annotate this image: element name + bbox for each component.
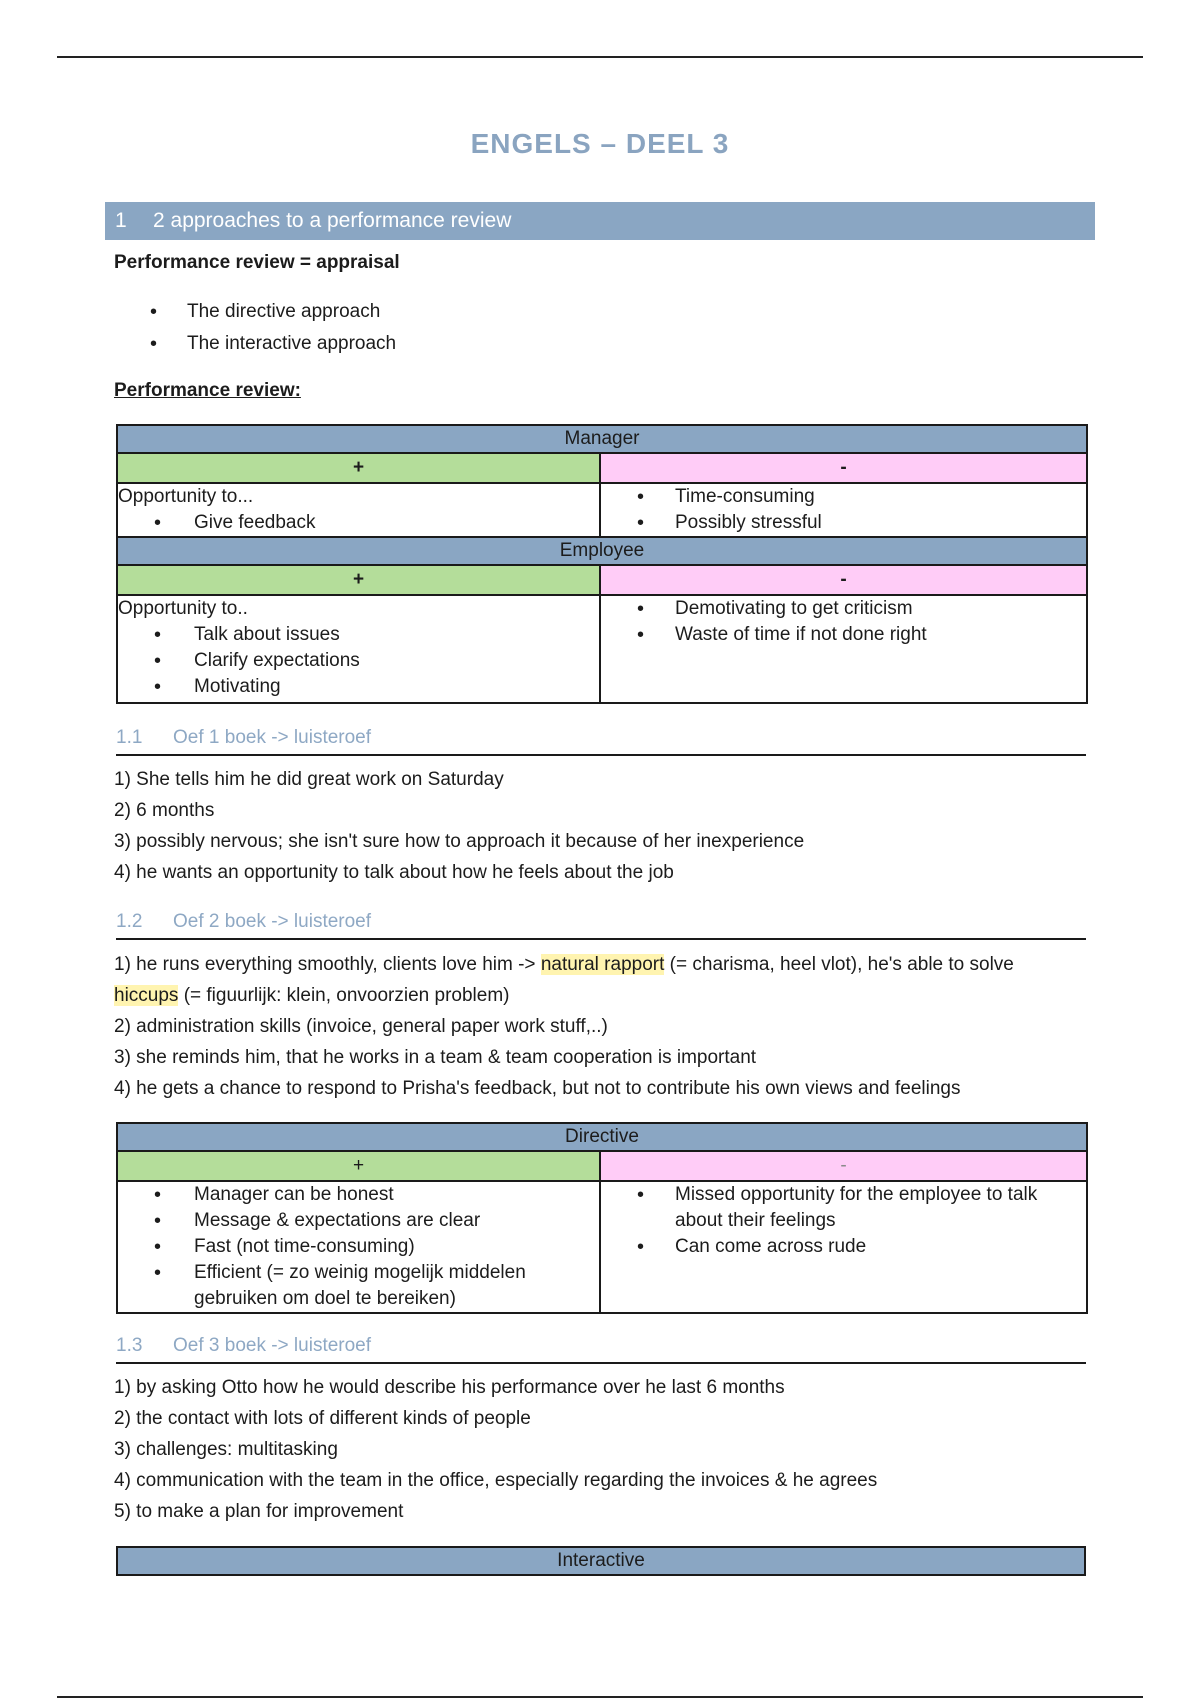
subsection-number: 1.3 (116, 1335, 143, 1356)
answer: 1) She tells him he did great work on Saturday (114, 769, 504, 790)
answer: 5) to make a plan for improvement (114, 1501, 404, 1522)
list-item: • Missed opportunity for the employee to talk about their feelings (601, 1182, 1086, 1234)
subsection-heading-1-3 (116, 1332, 1086, 1364)
answer: 3) challenges: multitasking (114, 1439, 338, 1460)
list-item: • Give feedback (118, 510, 599, 536)
answer: 4) communication with the team in the office, especially regarding the invoices & he agrees (114, 1470, 878, 1491)
list-item: • Clarify expectations (118, 648, 599, 674)
interactive-table (116, 1546, 1086, 1576)
directive-header: Directive (117, 1123, 1087, 1151)
subsection-number: 1.1 (116, 727, 143, 748)
highlight: natural rapport (540, 954, 665, 975)
list-item: • Talk about issues (118, 622, 599, 648)
minus-header: - (600, 565, 1087, 595)
manager-minus-cell (600, 483, 1087, 537)
bottom-rule (57, 1696, 1143, 1698)
review-label: Performance review: (114, 380, 301, 401)
plus-header: + (117, 453, 600, 483)
answer: 2) the contact with lots of different kinds of people (114, 1408, 531, 1429)
manager-plus-intro: Opportunity to... (118, 486, 254, 507)
answers-1-2 (114, 949, 1094, 1104)
answer: 1) by asking Otto how he would describe his performance over he last 6 months (114, 1377, 785, 1398)
performance-review-table (116, 424, 1088, 704)
directive-table (116, 1122, 1088, 1314)
answer: 3) possibly nervous; she isn't sure how to approach it because of her inexperience (114, 831, 805, 852)
answers-1-3 (114, 1372, 1104, 1527)
employee-minus-cell (600, 595, 1087, 703)
top-rule (57, 56, 1143, 58)
answer: 2) administration skills (invoice, general paper work stuff,..) (114, 1016, 608, 1037)
plus-header: + (117, 1151, 600, 1181)
directive-minus-cell (600, 1181, 1087, 1313)
list-item: • The interactive approach (150, 328, 396, 360)
answer: 2) 6 months (114, 800, 215, 821)
employee-plus-intro: Opportunity to.. (118, 598, 248, 619)
section-heading (105, 202, 1095, 240)
directive-plus-cell (117, 1181, 600, 1313)
manager-plus-cell (117, 483, 600, 537)
section-number: 1 (115, 209, 127, 232)
plus-header: + (117, 565, 600, 595)
definition: Performance review = appraisal (114, 252, 400, 273)
answer: 4) he wants an opportunity to talk about how he feels about the job (114, 862, 674, 883)
minus-header: - (600, 453, 1087, 483)
subsection-title: Oef 3 boek -> luisteroef (173, 1335, 372, 1356)
subsection-title: Oef 1 boek -> luisteroef (173, 727, 372, 748)
highlight: hiccups (114, 985, 179, 1006)
minus-header: - (600, 1151, 1087, 1181)
list-item: • Possibly stressful (601, 510, 1086, 536)
answer: 1) he runs everything smoothly, clients love him -> natural rapport (= charisma, heel vlot), he's able to solve hiccups (= figuurlijk: klein, onvoorzien problem) (114, 954, 1014, 1006)
subsection-number: 1.2 (116, 911, 143, 932)
page-title: ENGELS – DEEL 3 (470, 128, 730, 159)
list-item: • Manager can be honest (118, 1182, 599, 1208)
approaches-list (150, 296, 396, 360)
employee-header: Employee (117, 537, 1087, 565)
answer: 4) he gets a chance to respond to Prisha's feedback, but not to contribute his own views and feelings (114, 1078, 961, 1099)
answer: 3) she reminds him, that he works in a team & team cooperation is important (114, 1047, 757, 1068)
manager-header: Manager (117, 425, 1087, 453)
answers-1-1 (114, 764, 1104, 888)
list-item: • Demotivating to get criticism (601, 596, 1086, 622)
list-item: • Message & expectations are clear (118, 1208, 599, 1234)
list-item: • Can come across rude (601, 1234, 1086, 1260)
list-item: • Time-consuming (601, 484, 1086, 510)
list-item: • Motivating (118, 674, 599, 700)
list-item: • The directive approach (150, 296, 396, 328)
interactive-header: Interactive (117, 1547, 1085, 1575)
list-item: • Fast (not time-consuming) (118, 1234, 599, 1260)
subsection-heading-1-2 (116, 908, 1086, 940)
section-title: 2 approaches to a performance review (153, 209, 512, 232)
employee-plus-cell (117, 595, 600, 703)
subsection-title: Oef 2 boek -> luisteroef (173, 911, 372, 932)
list-item: • Waste of time if not done right (601, 622, 1086, 648)
subsection-heading-1-1 (116, 724, 1086, 756)
list-item: • Efficient (= zo weinig mogelijk middelen gebruiken om doel te bereiken) (118, 1260, 599, 1312)
